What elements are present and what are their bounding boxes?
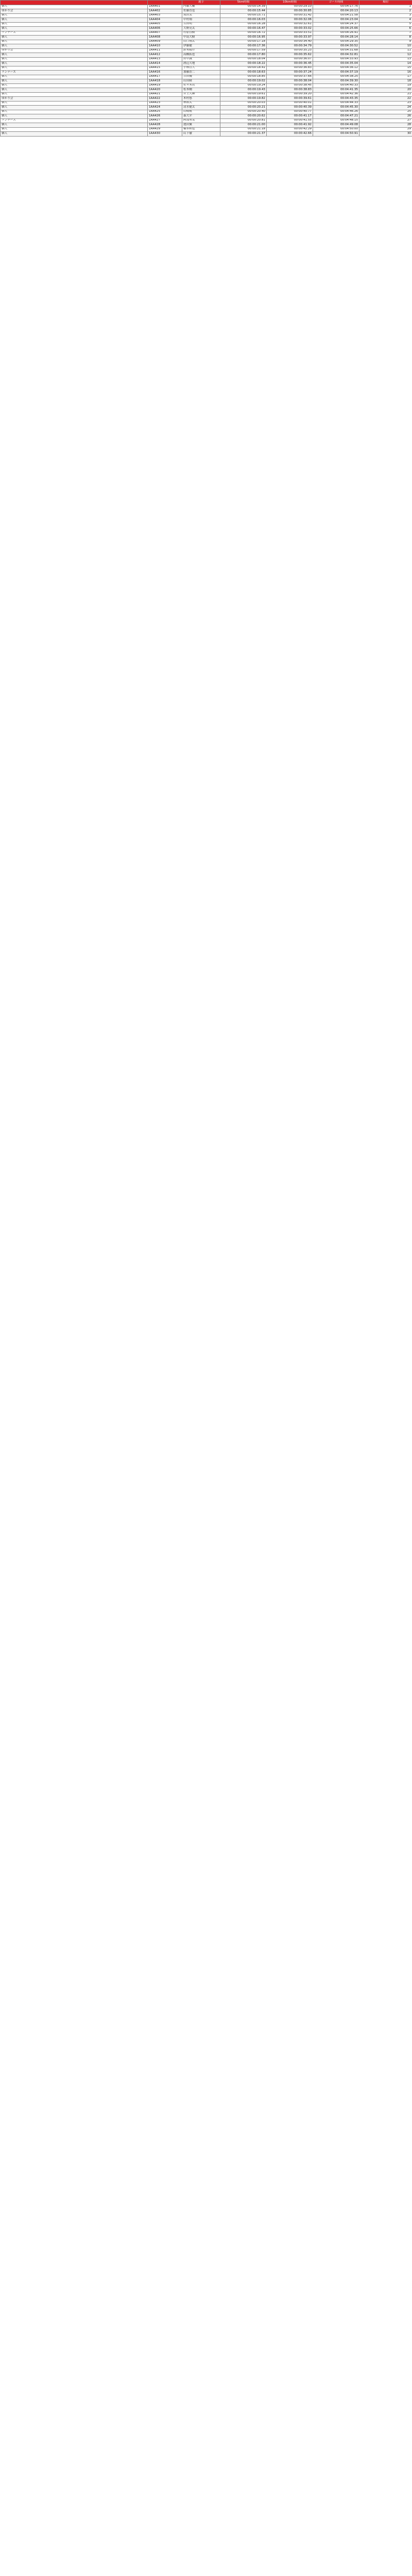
finish-time-cell: 00:04:37.19 <box>313 71 359 75</box>
col-header-split-5km: 5km時間 <box>220 1 267 5</box>
table-row <box>1 44 412 49</box>
split-5km-cell: 00:00:21.18 <box>220 127 267 132</box>
runner-cell: 吉田優 <box>182 75 220 79</box>
bib-cell: 1AA428 <box>148 123 182 128</box>
runner-cell: 佐藤直也 <box>182 9 220 14</box>
bib-cell: 1AA429 <box>148 127 182 132</box>
runner-cell: 木村悠 <box>182 97 220 101</box>
split-10km-cell: 00:00:38.45 <box>267 83 313 88</box>
split-10km-cell: 00:00:41.55 <box>267 118 313 123</box>
finish-time-cell: 00:04:50.00 <box>313 127 359 132</box>
col-header-finish: ゴール時間 <box>313 1 359 5</box>
runner-cell: 鈴木陽介 <box>182 48 220 53</box>
split-5km-cell: 00:00:16.72 <box>220 31 267 36</box>
finish-time-cell: 00:04:45.30 <box>313 106 359 110</box>
bib-cell: 1AA406 <box>148 27 182 31</box>
split-5km-cell: 00:00:18.04 <box>220 57 267 62</box>
team-cell: 個人 <box>1 5 148 9</box>
runner-cell: 内藤大輔 <box>182 5 220 9</box>
split-5km-cell: 00:00:19.24 <box>220 83 267 88</box>
finish-time-cell: 00:04:29.35 <box>313 40 359 44</box>
bib-cell: 1AA403 <box>148 13 182 18</box>
team-cell: 個人 <box>1 132 148 137</box>
rank-cell: 5 <box>359 22 412 27</box>
runner-cell: 橋本和也 <box>182 127 220 132</box>
split-10km-cell: 00:00:29.10 <box>267 5 313 9</box>
split-5km-cell: 00:00:19.43 <box>220 88 267 93</box>
bib-cell: 1AA422 <box>148 97 182 101</box>
split-10km-cell: 00:00:41.17 <box>267 114 313 119</box>
finish-time-cell: 00:04:41.35 <box>313 88 359 93</box>
rank-cell: 7 <box>359 31 412 36</box>
runner-cell: 山口翔太 <box>182 40 220 44</box>
split-5km-cell: 00:00:19.61 <box>220 92 267 97</box>
split-5km-cell: 00:00:20.81 <box>220 118 267 123</box>
split-5km-cell: 00:00:14.39 <box>220 5 267 9</box>
finish-time-cell: 00:04:48.15 <box>313 118 359 123</box>
split-5km-cell: 00:00:18.85 <box>220 75 267 79</box>
bib-cell: 1AA410 <box>148 44 182 49</box>
runner-cell: 阿部勇気 <box>182 118 220 123</box>
rank-cell: 23 <box>359 101 412 106</box>
table-row <box>1 62 412 66</box>
split-10km-cell: 00:00:39.61 <box>267 97 313 101</box>
runner-cell: 中村翔 <box>182 18 220 23</box>
finish-time-cell: 00:04:47.21 <box>313 114 359 119</box>
finish-time-cell: 00:04:46.26 <box>313 110 359 114</box>
finish-time-cell: 00:04:33.93 <box>313 57 359 62</box>
bib-cell: 1AA416 <box>148 71 182 75</box>
table-row <box>1 114 412 119</box>
bib-cell: 1AA412 <box>148 53 182 58</box>
bib-cell: 1AA419 <box>148 83 182 88</box>
team-cell: 個人 <box>1 13 148 18</box>
team-cell: 個人 <box>1 75 148 79</box>
team-cell: 個人 <box>1 62 148 66</box>
finish-time-cell: 00:04:43.35 <box>313 97 359 101</box>
rank-cell: 21 <box>359 92 412 97</box>
runner-cell: 中島大樹 <box>182 36 220 40</box>
split-5km-cell: 00:00:15.44 <box>220 9 267 14</box>
runner-cell: 高橋拓也 <box>182 53 220 58</box>
split-5km-cell: 00:00:16.95 <box>220 36 267 40</box>
table-row <box>1 9 412 14</box>
team-cell: ゆかり会 <box>1 97 148 101</box>
table-row <box>1 71 412 75</box>
table-row <box>1 97 412 101</box>
bib-cell: 1AA402 <box>148 9 182 14</box>
bib-cell: 1AA404 <box>148 18 182 23</box>
bib-cell: 1AA425 <box>148 110 182 114</box>
table-row <box>1 18 412 23</box>
rank-cell: 24 <box>359 106 412 110</box>
table-row <box>1 27 412 31</box>
bib-cell: 1AA411 <box>148 48 182 53</box>
finish-time-cell: 00:04:31.68 <box>313 48 359 53</box>
results-table <box>0 0 412 137</box>
table-row <box>1 123 412 128</box>
rank-cell: 3 <box>359 13 412 18</box>
split-10km-cell: 00:00:36.83 <box>267 66 313 71</box>
split-10km-cell: 00:00:30.85 <box>267 9 313 14</box>
bib-cell: 1AA414 <box>148 62 182 66</box>
split-10km-cell: 00:00:33.97 <box>267 36 313 40</box>
rank-cell: 14 <box>359 62 412 66</box>
split-5km-cell: 00:00:20.40 <box>220 110 267 114</box>
rank-cell: 28 <box>359 123 412 128</box>
runner-cell: 小林直人 <box>182 66 220 71</box>
split-5km-cell: 00:00:17.80 <box>220 53 267 58</box>
table-row <box>1 48 412 53</box>
split-5km-cell: 00:00:21.00 <box>220 123 267 128</box>
col-header-rank: 順位 <box>359 1 412 5</box>
finish-time-cell: 00:04:24.37 <box>313 22 359 27</box>
split-5km-cell: 00:00:15.71 <box>220 13 267 18</box>
team-cell: 個人 <box>1 44 148 49</box>
rank-cell: 18 <box>359 79 412 84</box>
rank-cell: 9 <box>359 40 412 44</box>
table-row <box>1 40 412 44</box>
rank-cell: 25 <box>359 110 412 114</box>
split-10km-cell: 00:00:42.66 <box>267 132 313 137</box>
table-row <box>1 13 412 18</box>
runner-cell: 田中誠 <box>182 57 220 62</box>
bib-cell: 1AA415 <box>148 66 182 71</box>
bib-cell: 1AA408 <box>148 36 182 40</box>
team-cell: 個人 <box>1 36 148 40</box>
team-cell: 個人 <box>1 57 148 62</box>
split-5km-cell: 00:00:17.36 <box>220 44 267 49</box>
runner-cell: 渡辺大地 <box>182 62 220 66</box>
rank-cell: 2 <box>359 9 412 14</box>
team-cell: 個人 <box>1 110 148 114</box>
team-cell: ゆかり会 <box>1 48 148 53</box>
finish-time-cell: 00:04:21.58 <box>313 13 359 18</box>
table-row <box>1 106 412 110</box>
rank-cell: 29 <box>359 127 412 132</box>
rank-cell: 15 <box>359 66 412 71</box>
team-cell: 個人 <box>1 27 148 31</box>
finish-time-cell: 00:04:26.91 <box>313 31 359 36</box>
col-header-bib <box>148 1 182 5</box>
runner-cell: 清水健太 <box>182 106 220 110</box>
team-cell: 個人 <box>1 101 148 106</box>
split-5km-cell: 00:00:16.28 <box>220 22 267 27</box>
split-5km-cell: 00:00:20.21 <box>220 106 267 110</box>
split-10km-cell: 00:00:33.51 <box>267 31 313 36</box>
table-row <box>1 101 412 106</box>
team-cell: 個人 <box>1 40 148 44</box>
split-10km-cell: 00:00:31.42 <box>267 13 313 18</box>
runner-cell: 山崎航 <box>182 110 220 114</box>
table-row <box>1 5 412 9</box>
bib-cell: 1AA426 <box>148 114 182 119</box>
runner-cell: 古田明 <box>182 22 220 27</box>
table-row <box>1 88 412 93</box>
table-row <box>1 132 412 137</box>
split-5km-cell: 00:00:19.02 <box>220 79 267 84</box>
team-cell: ランナーズ <box>1 31 148 36</box>
bib-cell: 1AA417 <box>148 75 182 79</box>
team-cell: ゆかり会 <box>1 9 148 14</box>
runner-cell: 井上大輝 <box>182 92 220 97</box>
split-10km-cell: 00:00:39.20 <box>267 92 313 97</box>
split-10km-cell: 00:00:38.83 <box>267 88 313 93</box>
split-5km-cell: 00:00:16.47 <box>220 27 267 31</box>
finish-time-cell: 00:04:50.91 <box>313 132 359 137</box>
bib-cell: 1AA418 <box>148 79 182 84</box>
runner-cell: 大野亮太 <box>182 27 220 31</box>
split-5km-cell: 00:00:18.41 <box>220 66 267 71</box>
split-10km-cell: 00:00:37.66 <box>267 75 313 79</box>
bib-cell: 1AA421 <box>148 92 182 97</box>
table-row <box>1 66 412 71</box>
split-10km-cell: 00:00:40.39 <box>267 106 313 110</box>
rank-cell: 16 <box>359 71 412 75</box>
team-cell: 個人 <box>1 22 148 27</box>
bib-cell: 1AA405 <box>148 22 182 27</box>
rank-cell: 12 <box>359 53 412 58</box>
team-cell: 個人 <box>1 79 148 84</box>
table-row <box>1 53 412 58</box>
bib-cell: 1AA427 <box>148 118 182 123</box>
rank-cell: 22 <box>359 97 412 101</box>
split-10km-cell: 00:00:33.02 <box>267 27 313 31</box>
runner-cell: 森大介 <box>182 114 220 119</box>
split-10km-cell: 00:00:41.92 <box>267 123 313 128</box>
table-row <box>1 57 412 62</box>
team-cell: 個人 <box>1 53 148 58</box>
table-row <box>1 36 412 40</box>
finish-time-cell: 00:04:25.66 <box>313 27 359 31</box>
finish-time-cell: 00:04:38.25 <box>313 75 359 79</box>
rank-cell: 6 <box>359 27 412 31</box>
bib-cell: 1AA423 <box>148 101 182 106</box>
split-10km-cell: 00:00:35.23 <box>267 48 313 53</box>
finish-time-cell: 00:04:30.52 <box>313 44 359 49</box>
runner-cell: 石原直樹 <box>182 31 220 36</box>
table-row <box>1 83 412 88</box>
team-cell: 個人 <box>1 123 148 128</box>
rank-cell: 17 <box>359 75 412 79</box>
split-5km-cell: 00:00:19.82 <box>220 97 267 101</box>
runner-cell: 池田翼 <box>182 123 220 128</box>
team-cell: 個人 <box>1 66 148 71</box>
split-5km-cell: 00:00:17.59 <box>220 48 267 53</box>
rank-cell: 13 <box>359 57 412 62</box>
split-10km-cell: 00:00:37.24 <box>267 71 313 75</box>
runner-cell: 林裕太 <box>182 101 220 106</box>
split-10km-cell: 00:00:36.07 <box>267 57 313 62</box>
table-row <box>1 92 412 97</box>
runner-cell: 佐々木亮 <box>182 83 220 88</box>
team-cell: 個人 <box>1 92 148 97</box>
split-5km-cell: 00:00:18.22 <box>220 62 267 66</box>
rank-cell: 27 <box>359 118 412 123</box>
rank-cell: 4 <box>359 18 412 23</box>
header-row <box>1 1 412 5</box>
bib-cell: 1AA401 <box>148 5 182 9</box>
split-10km-cell: 00:00:34.40 <box>267 40 313 44</box>
team-cell: 個人 <box>1 106 148 110</box>
team-cell: ランナーズ <box>1 71 148 75</box>
team-cell: 個人 <box>1 88 148 93</box>
runner-cell: 山下徹 <box>182 132 220 137</box>
split-10km-cell: 00:00:32.61 <box>267 22 313 27</box>
split-5km-cell: 00:00:17.18 <box>220 40 267 44</box>
split-5km-cell: 00:00:20.62 <box>220 114 267 119</box>
finish-time-cell: 00:04:35.04 <box>313 62 359 66</box>
bib-cell: 1AA407 <box>148 31 182 36</box>
bib-cell: 1AA409 <box>148 40 182 44</box>
table-row <box>1 118 412 123</box>
finish-time-cell: 00:04:36.12 <box>313 66 359 71</box>
split-10km-cell: 00:00:38.04 <box>267 79 313 84</box>
finish-time-cell: 00:04:49.08 <box>313 123 359 128</box>
split-5km-cell: 00:00:21.37 <box>220 132 267 137</box>
split-10km-cell: 00:00:40.01 <box>267 101 313 106</box>
bib-cell: 1AA424 <box>148 106 182 110</box>
finish-time-cell: 00:04:44.33 <box>313 101 359 106</box>
finish-time-cell: 00:04:39.30 <box>313 79 359 84</box>
rank-cell: 8 <box>359 36 412 40</box>
finish-time-cell: 00:04:28.14 <box>313 36 359 40</box>
bib-cell: 1AA413 <box>148 57 182 62</box>
runner-cell: 加藤浩二 <box>182 71 220 75</box>
team-cell: 個人 <box>1 127 148 132</box>
runner-cell: 山田隆 <box>182 79 220 84</box>
split-10km-cell: 00:00:32.06 <box>267 18 313 23</box>
col-header-runner: 選手 <box>182 1 220 5</box>
split-5km-cell: 00:00:20.03 <box>220 101 267 106</box>
rank-cell: 19 <box>359 83 412 88</box>
split-10km-cell: 00:00:35.62 <box>267 53 313 58</box>
finish-time-cell: 00:04:40.33 <box>313 83 359 88</box>
runner-cell: 坂田実 <box>182 13 220 18</box>
finish-time-cell: 00:04:20.13 <box>313 9 359 14</box>
col-header-team <box>1 1 148 5</box>
bib-cell: 1AA420 <box>148 88 182 93</box>
finish-time-cell: 00:04:32.81 <box>313 53 359 58</box>
team-cell: ランナーズ <box>1 118 148 123</box>
finish-time-cell: 00:04:23.04 <box>313 18 359 23</box>
bib-cell: 1AA430 <box>148 132 182 137</box>
table-row <box>1 127 412 132</box>
finish-time-cell: 00:04:17.76 <box>313 5 359 9</box>
col-header-split-10km: 10km時間 <box>267 1 313 5</box>
rank-cell: 11 <box>359 48 412 53</box>
split-10km-cell: 00:00:34.79 <box>267 44 313 49</box>
table-row <box>1 31 412 36</box>
rank-cell: 1 <box>359 5 412 9</box>
table-row <box>1 79 412 84</box>
split-10km-cell: 00:00:42.29 <box>267 127 313 132</box>
rank-cell: 30 <box>359 132 412 137</box>
rank-cell: 20 <box>359 88 412 93</box>
split-5km-cell: 00:00:18.63 <box>220 71 267 75</box>
rank-cell: 10 <box>359 44 412 49</box>
split-10km-cell: 00:00:36.45 <box>267 62 313 66</box>
table-row <box>1 22 412 27</box>
runner-cell: 松本剛 <box>182 88 220 93</box>
team-cell: 個人 <box>1 18 148 23</box>
rank-cell: 26 <box>359 114 412 119</box>
finish-time-cell: 00:04:42.36 <box>313 92 359 97</box>
table-row <box>1 110 412 114</box>
table-row <box>1 75 412 79</box>
split-10km-cell: 00:00:40.77 <box>267 110 313 114</box>
runner-cell: 伊藤健 <box>182 44 220 49</box>
team-cell: 個人 <box>1 83 148 88</box>
team-cell: 個人 <box>1 114 148 119</box>
split-5km-cell: 00:00:16.03 <box>220 18 267 23</box>
